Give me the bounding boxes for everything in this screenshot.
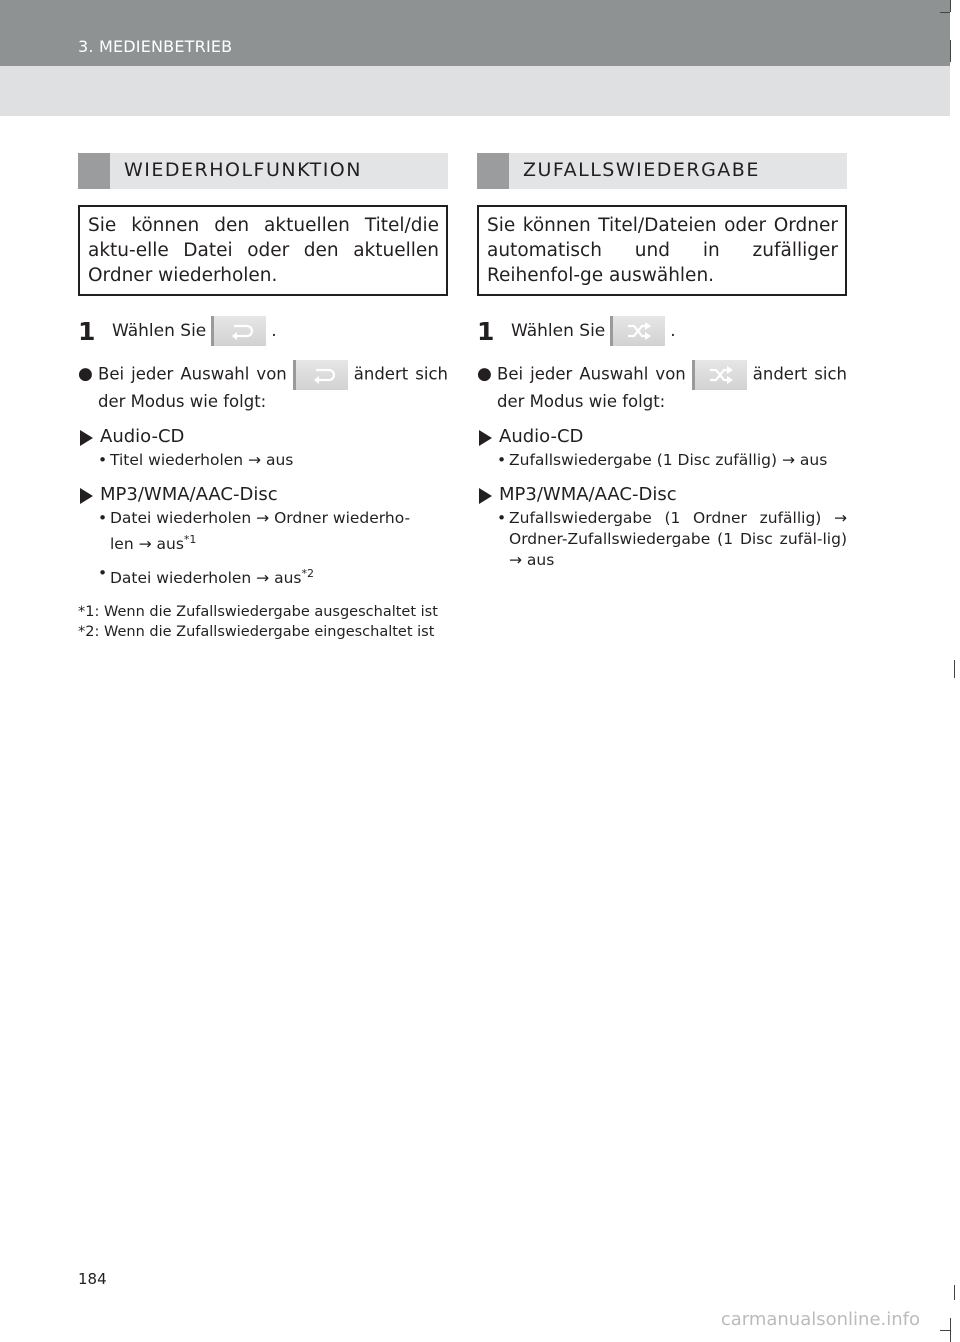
arrow-right-icon bbox=[479, 430, 492, 446]
shuffle-icon bbox=[708, 366, 734, 384]
footnote-text: Wenn die Zufallswiedergabe ausgeschaltet ist bbox=[104, 604, 438, 621]
chapter-title: 3. MEDIENBETRIEB bbox=[78, 37, 233, 56]
option-text-cont: len → aus bbox=[110, 535, 184, 554]
mode-title: Audio-CD bbox=[499, 426, 584, 447]
bullet-dot: ● bbox=[78, 364, 93, 384]
mode-audio-cd bbox=[477, 426, 847, 447]
mode-mp3-disc bbox=[78, 484, 448, 505]
step-end: . bbox=[670, 321, 676, 341]
crop-mark bbox=[954, 660, 955, 678]
step-text: Wählen Sie bbox=[511, 321, 606, 341]
mode-title: MP3/WMA/AAC-Disc bbox=[100, 484, 278, 505]
mode-option: • Zufallswiedergabe (1 Ordner zufällig) → Ordner-Zufallswiedergabe (1 Disc zufäl-lig) → aus bbox=[497, 509, 847, 569]
shuffle-icon bbox=[626, 322, 652, 340]
arrow-right-icon bbox=[80, 488, 93, 504]
step-1 bbox=[477, 316, 847, 346]
mode-bullet bbox=[78, 360, 448, 413]
repeat-icon bbox=[309, 366, 335, 384]
option-text: Zufallswiedergabe (1 Ordner zufällig) → Ordner-Zufallswiedergabe (1 Disc zufäl-lig) → aus bbox=[509, 509, 847, 569]
bullet-text-end: ändert sich der Modus wie folgt: bbox=[98, 364, 448, 411]
repeat-button[interactable] bbox=[211, 316, 266, 346]
section-title: WIEDERHOLFUNKTION bbox=[124, 159, 362, 181]
crop-mark bbox=[950, 1318, 951, 1342]
mode-title: Audio-CD bbox=[100, 426, 185, 447]
section-tab bbox=[477, 153, 509, 189]
mode-audio-cd bbox=[78, 426, 448, 447]
step-text: Wählen Sie bbox=[112, 321, 207, 341]
header-subband bbox=[0, 66, 950, 116]
section-header bbox=[78, 153, 448, 189]
step-number: 1 bbox=[477, 316, 495, 346]
mode-option: • Zufallswiedergabe (1 Disc zufällig) → aus bbox=[497, 451, 828, 469]
mode-title: MP3/WMA/AAC-Disc bbox=[499, 484, 677, 505]
mode-mp3-disc bbox=[477, 484, 847, 505]
step-end: . bbox=[271, 321, 277, 341]
footnote-mark: *2: bbox=[78, 624, 100, 641]
bullet-text-start: Bei jeder Auswahl von bbox=[497, 364, 686, 384]
bullet-text-end: ändert sich der Modus wie folgt: bbox=[497, 364, 847, 411]
arrow-right-icon bbox=[479, 488, 492, 504]
crop-mark bbox=[954, 1285, 955, 1300]
section-header bbox=[477, 153, 847, 189]
mode-option: • Titel wiederholen → aus bbox=[98, 451, 294, 469]
crop-mark bbox=[940, 12, 950, 13]
shuffle-section bbox=[477, 153, 847, 571]
footnote-text: Wenn die Zufallswiedergabe eingeschaltet ist bbox=[104, 624, 435, 641]
shuffle-button-inline[interactable] bbox=[692, 360, 747, 390]
shuffle-button[interactable] bbox=[610, 316, 665, 346]
footnote bbox=[78, 603, 448, 622]
step-number: 1 bbox=[78, 316, 96, 346]
option-text: Datei wiederholen → aus bbox=[110, 569, 302, 588]
crop-mark bbox=[950, 40, 951, 62]
header-band bbox=[0, 0, 950, 66]
option-text: Zufallswiedergabe (1 Disc zufällig) → aus bbox=[509, 451, 828, 469]
mode-option: • Datei wiederholen → Ordner wiederho- len → aus$^{*1}$ bbox=[78, 508, 448, 555]
footnote bbox=[78, 623, 448, 642]
footnotes bbox=[78, 603, 448, 642]
footnote-ref: *2 bbox=[301, 567, 314, 581]
section-title: ZUFALLSWIEDERGABE bbox=[523, 159, 760, 181]
bullet-dot: ● bbox=[477, 364, 492, 384]
crop-mark bbox=[950, 0, 951, 12]
crop-mark bbox=[940, 1330, 950, 1331]
bullet-text-start: Bei jeder Auswahl von bbox=[98, 364, 287, 384]
page-number: 184 bbox=[78, 1270, 107, 1288]
footnote-ref: *1 bbox=[183, 533, 197, 546]
watermark: carmanualsonline.info bbox=[720, 1309, 920, 1330]
step-1 bbox=[78, 316, 448, 346]
mode-option: • Datei wiederholen → aus$^{*2}$ bbox=[98, 564, 314, 588]
intro-box: Sie können den aktuellen Titel/die aktu-elle Datei oder den aktuellen Ordner wiederholen. bbox=[78, 205, 448, 296]
repeat-icon bbox=[227, 322, 253, 340]
intro-box: Sie können Titel/Dateien oder Ordner automatisch und in zufälliger Reihenfol-ge auswählen. bbox=[477, 205, 847, 296]
repeat-button-inline[interactable] bbox=[293, 360, 348, 390]
mode-bullet bbox=[477, 360, 847, 413]
arrow-right-icon bbox=[80, 430, 93, 446]
option-text: Datei wiederholen → Ordner wiederho- bbox=[110, 509, 411, 527]
footnote-mark: *1: bbox=[78, 604, 100, 621]
section-tab bbox=[78, 153, 110, 189]
option-text: Titel wiederholen → aus bbox=[110, 451, 294, 469]
repeat-section bbox=[78, 153, 448, 643]
